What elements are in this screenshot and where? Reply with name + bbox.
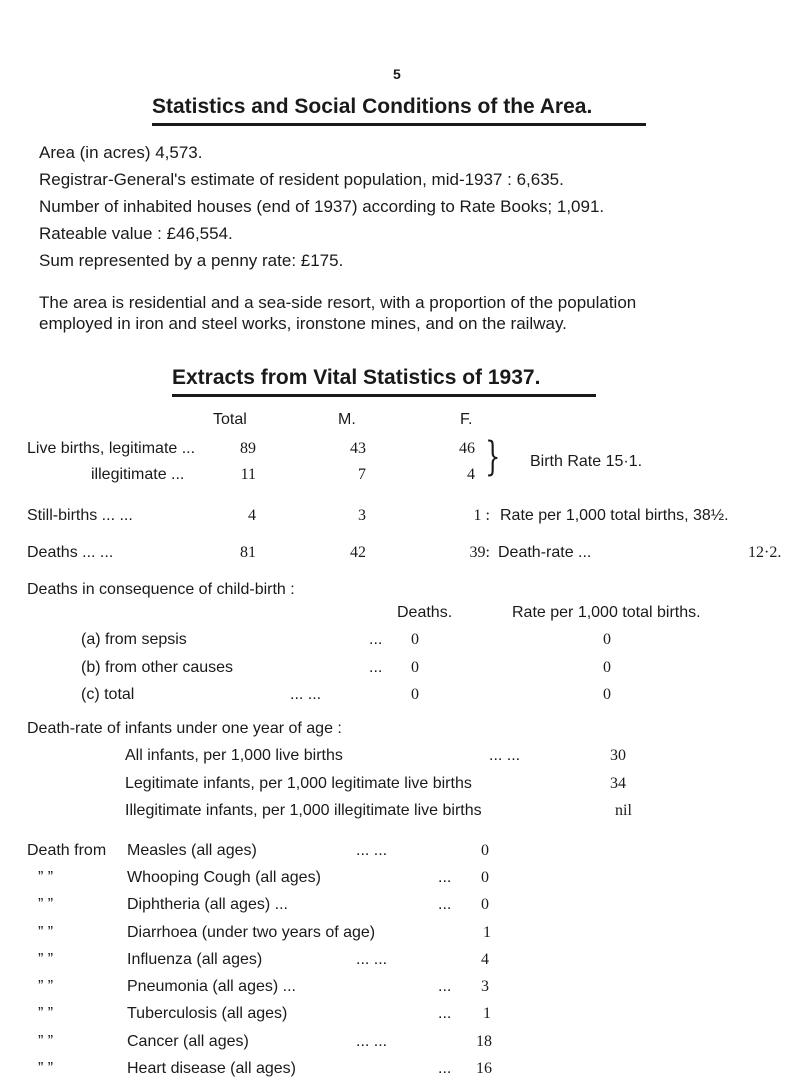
- infant-row-label: Illegitimate infants, per 1,000 illegitimate live births: [125, 802, 482, 819]
- cause-prefix: ” ”: [38, 1033, 54, 1050]
- childbirth-col-rate: Rate per 1,000 total births.: [512, 604, 701, 621]
- childbirth-row-label: (c) total: [81, 686, 135, 703]
- fact-penny-rate: Sum represented by a penny rate: £175.: [39, 251, 344, 270]
- infant-title: Death-rate of infants under one year of age :: [27, 720, 342, 737]
- cause-dots: ... ...: [356, 951, 388, 968]
- cause-label: Measles (all ages): [127, 842, 257, 859]
- cause-value: 0: [481, 869, 489, 886]
- cause-prefix: ” ”: [38, 978, 54, 995]
- cause-label: Diphtheria (all ages) ...: [127, 896, 288, 913]
- legitimate-f: 46: [459, 440, 475, 457]
- childbirth-row-rate: 0: [603, 686, 611, 703]
- childbirth-title: Deaths in consequence of child-birth :: [27, 581, 295, 598]
- cause-value: 18: [476, 1033, 492, 1050]
- cause-dots: ...: [438, 896, 452, 913]
- cause-label: Diarrhoea (under two years of age): [127, 924, 376, 941]
- cause-label: Whooping Cough (all ages): [127, 869, 321, 886]
- still-births-label: Still-births ... ...: [27, 507, 133, 524]
- cause-dots: ... ...: [356, 842, 388, 859]
- childbirth-row-rate: 0: [603, 659, 611, 676]
- vital-stats-heading: Extracts from Vital Statistics of 1937.: [172, 366, 541, 389]
- deaths-label: Deaths ... ...: [27, 544, 114, 561]
- cause-value: 16: [476, 1060, 492, 1077]
- legitimate-total: 89: [240, 440, 256, 457]
- birth-rate-note: Birth Rate 15·1.: [530, 453, 643, 470]
- cause-label: Pneumonia (all ages) ...: [127, 978, 296, 995]
- fact-rateable-value: Rateable value : £46,554.: [39, 224, 233, 243]
- still-births-f: 1 :: [473, 507, 490, 524]
- still-births-m: 3: [358, 507, 366, 524]
- childbirth-row-label: (b) from other causes: [81, 659, 234, 676]
- cause-value: 1: [483, 1005, 491, 1022]
- cause-prefix: ” ”: [38, 951, 54, 968]
- page-number: 5: [393, 66, 401, 82]
- infant-row-value: 30: [610, 747, 626, 764]
- childbirth-row-label: (a) from sepsis: [81, 631, 187, 648]
- cause-prefix: ” ”: [38, 896, 54, 913]
- description-line-2: employed in iron and steel works, ironstone mines, and on the railway.: [39, 314, 567, 333]
- infant-row-dots: ... ...: [489, 747, 521, 764]
- cause-value: 0: [481, 842, 489, 859]
- childbirth-row-dots: ...: [369, 659, 383, 676]
- cause-value: 1: [483, 924, 491, 941]
- cause-prefix: ” ”: [38, 1005, 54, 1022]
- cause-dots: ...: [438, 1005, 452, 1022]
- childbirth-row-deaths: 0: [411, 686, 419, 703]
- cause-prefix: ” ”: [38, 1060, 54, 1077]
- illegitimate-f: 4: [467, 466, 475, 483]
- col-header-total: Total: [213, 411, 247, 428]
- illegitimate-total: 11: [240, 466, 256, 483]
- title-underline: [152, 123, 646, 126]
- cause-prefix: ” ”: [38, 924, 54, 941]
- col-header-m: M.: [338, 411, 356, 428]
- infant-row-label: All infants, per 1,000 live births: [125, 747, 343, 764]
- death-rate-label: Death-rate ...: [498, 544, 592, 561]
- fact-area: Area (in acres) 4,573.: [39, 143, 203, 162]
- childbirth-row-dots: ...: [369, 631, 383, 648]
- cause-label: Heart disease (all ages): [127, 1060, 296, 1077]
- childbirth-row-deaths: 0: [411, 659, 419, 676]
- childbirth-col-deaths: Deaths.: [397, 604, 453, 621]
- infant-row-value: nil: [615, 802, 632, 819]
- cause-value: 3: [481, 978, 489, 995]
- infant-row-label: Legitimate infants, per 1,000 legitimate live births: [125, 775, 472, 792]
- cause-value: 0: [481, 896, 489, 913]
- childbirth-row-deaths: 0: [411, 631, 419, 648]
- brace-icon: }: [485, 434, 501, 480]
- cause-prefix: Death from: [27, 842, 107, 859]
- still-births-total: 4: [248, 507, 256, 524]
- childbirth-row-rate: 0: [603, 631, 611, 648]
- cause-dots: ...: [438, 1060, 452, 1077]
- live-births-legitimate-label: Live births, legitimate ...: [27, 440, 196, 457]
- live-births-illegitimate-label: illegitimate ...: [91, 466, 185, 483]
- death-rate-value: 12·2.: [748, 544, 782, 561]
- cause-dots: ...: [438, 869, 452, 886]
- col-header-f: F.: [460, 411, 473, 428]
- cause-label: Cancer (all ages): [127, 1033, 249, 1050]
- cause-label: Tuberculosis (all ages): [127, 1005, 288, 1022]
- fact-population: Registrar-General's estimate of resident population, mid-1937 : 6,635.: [39, 170, 564, 189]
- cause-prefix: ” ”: [38, 869, 54, 886]
- fact-houses: Number of inhabited houses (end of 1937) according to Rate Books; 1,091.: [39, 197, 605, 216]
- infant-row-value: 34: [610, 775, 626, 792]
- cause-value: 4: [481, 951, 489, 968]
- cause-dots: ... ...: [356, 1033, 388, 1050]
- cause-label: Influenza (all ages): [127, 951, 263, 968]
- childbirth-row-dots: ... ...: [290, 686, 322, 703]
- deaths-total: 81: [240, 544, 256, 561]
- legitimate-m: 43: [350, 440, 366, 457]
- still-births-rate: Rate per 1,000 total births, 38½.: [500, 507, 729, 524]
- deaths-m: 42: [350, 544, 366, 561]
- cause-dots: ...: [438, 978, 452, 995]
- deaths-f: 39:: [469, 544, 490, 561]
- vital-heading-underline: [172, 394, 596, 397]
- description-line-1: The area is residential and a sea-side resort, with a proportion of the population: [39, 293, 637, 312]
- page-title: Statistics and Social Conditions of the Area.: [152, 95, 593, 118]
- illegitimate-m: 7: [358, 466, 366, 483]
